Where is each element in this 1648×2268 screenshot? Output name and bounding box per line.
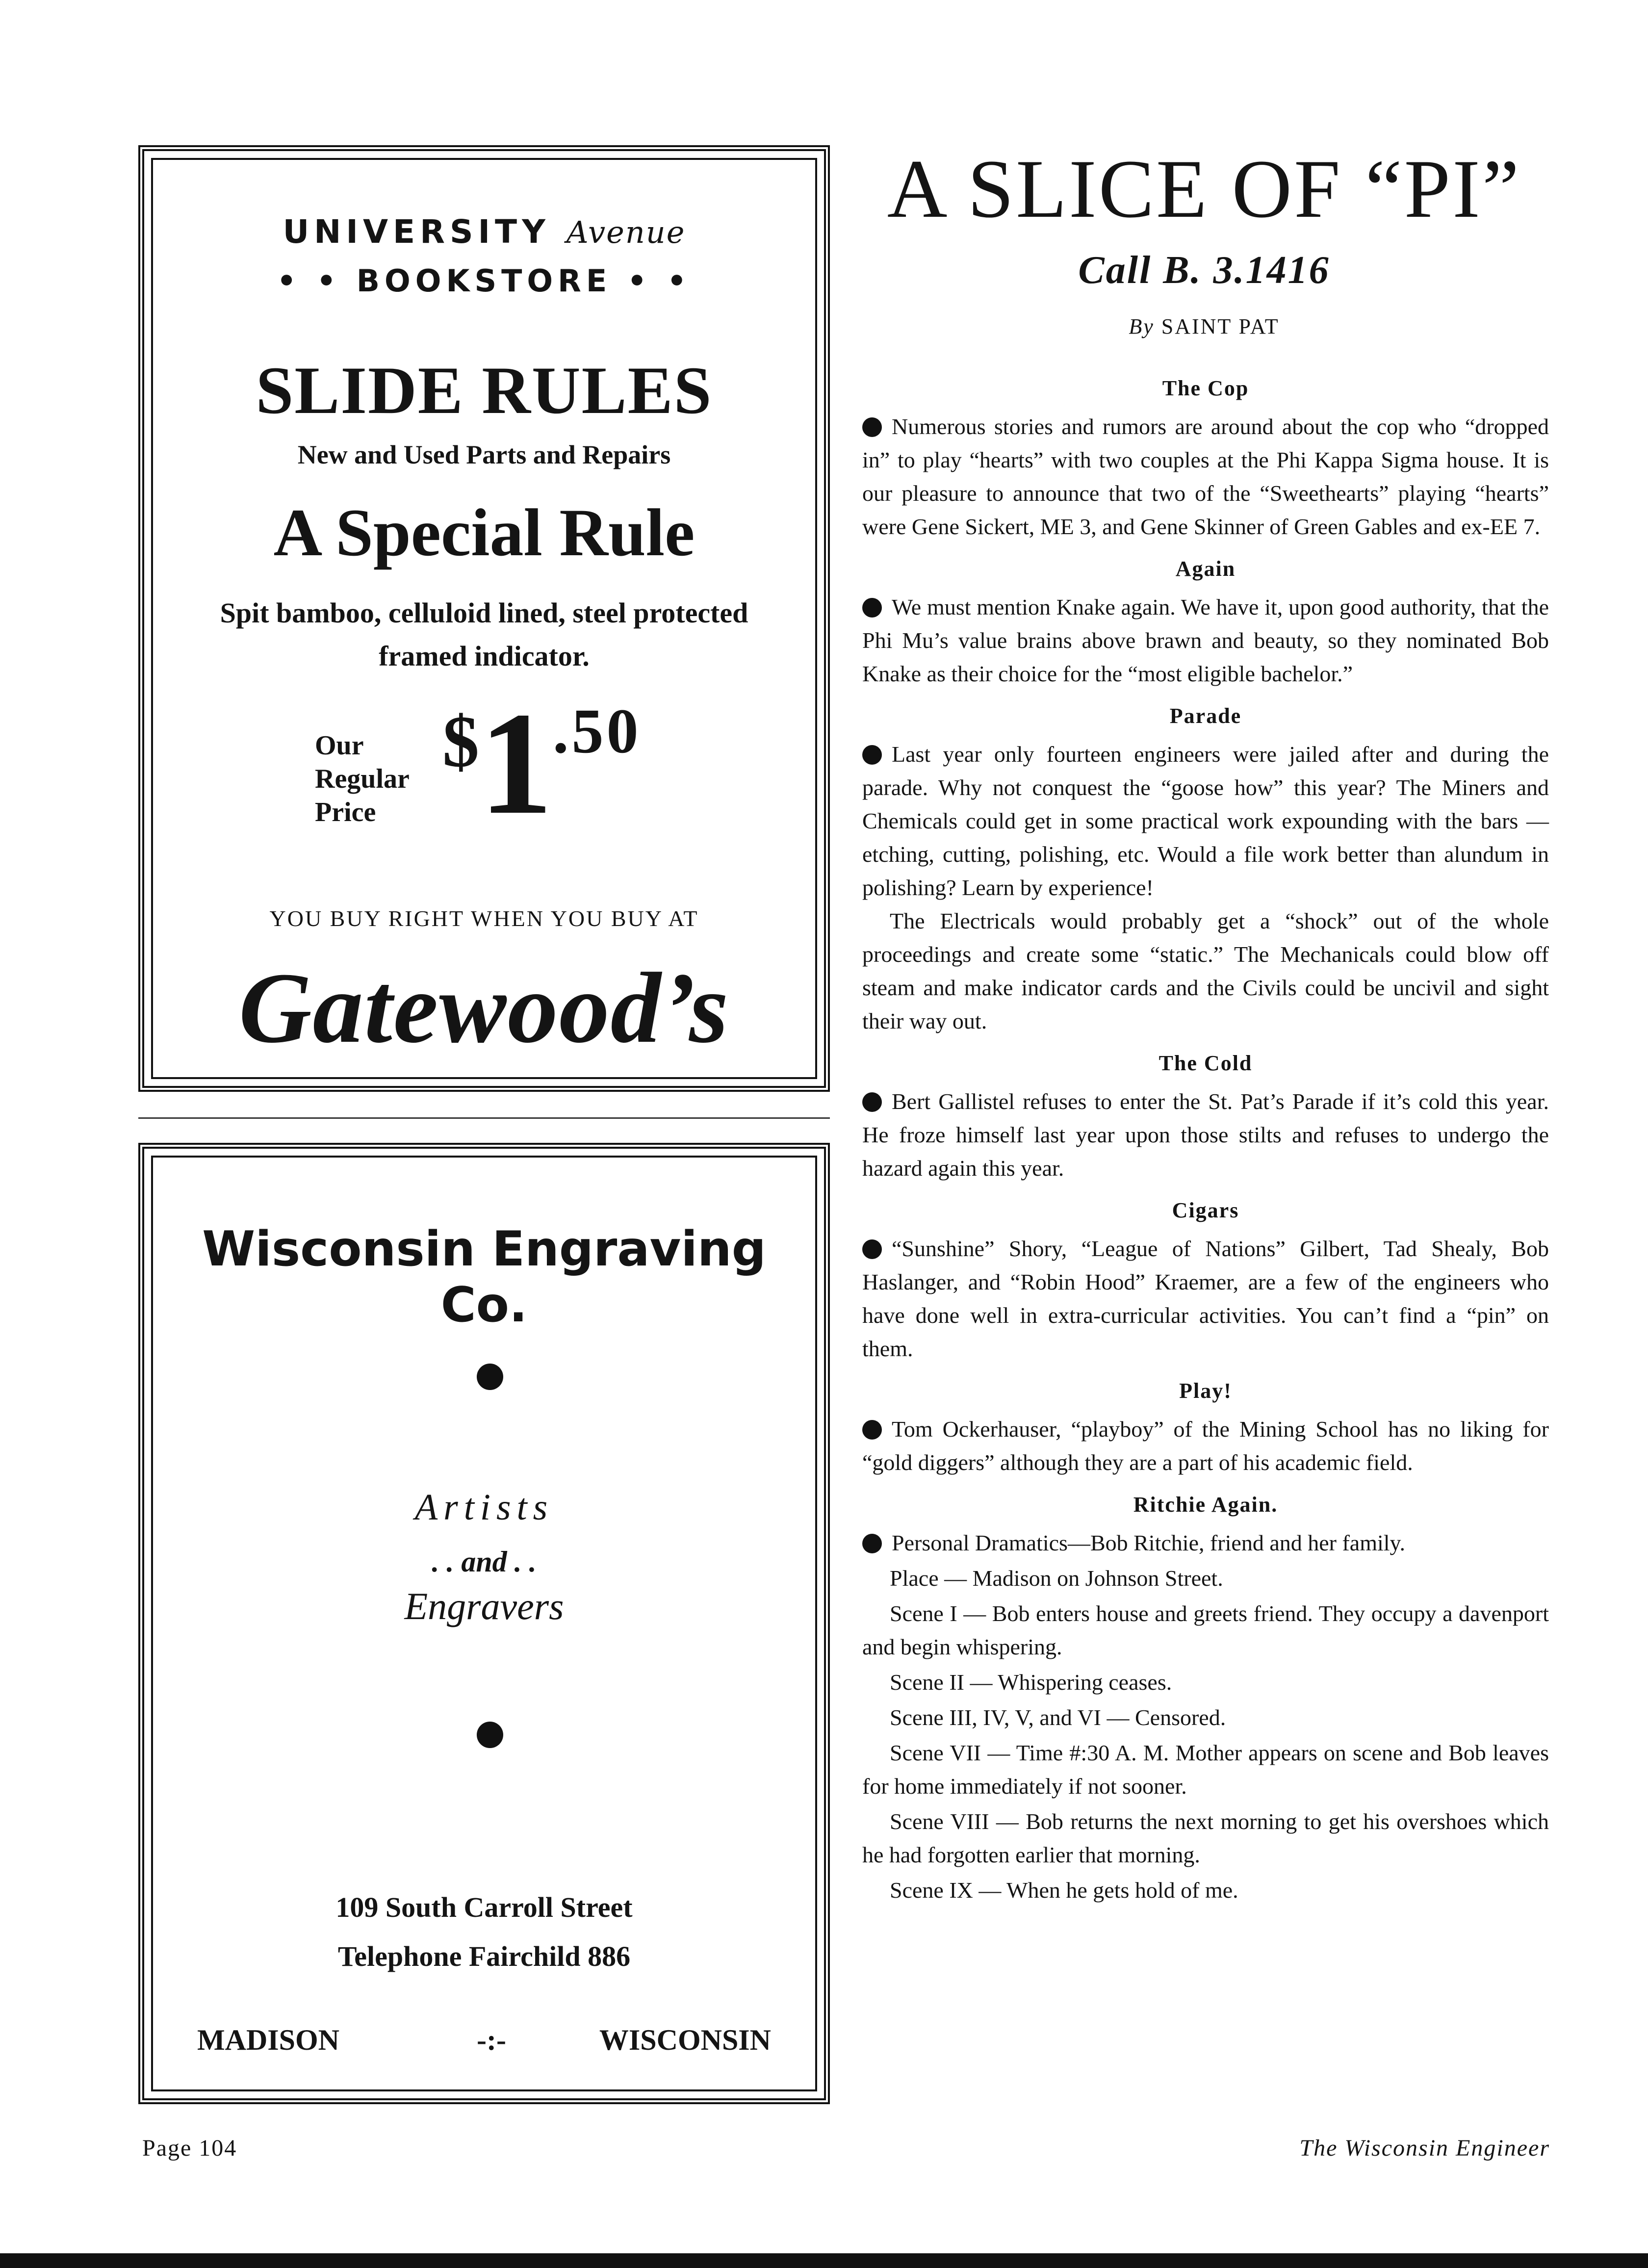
bullet-dot-icon (862, 1092, 882, 1112)
section-paragraph (862, 591, 1549, 691)
scene-line: Scene III, IV, V, and VI — Censored. (890, 1705, 1226, 1730)
price-label-line: Regular (315, 764, 410, 794)
and-label: . . and . . (432, 1546, 537, 1578)
article-body (862, 363, 1549, 1907)
ad-headline: SLIDE RULES (256, 353, 713, 428)
bookstore-ad (138, 145, 830, 1092)
price-label-line: Our (315, 730, 364, 761)
engraving-ad-inner-border (151, 1156, 817, 2091)
price-dollar-sign: $ (442, 701, 479, 782)
engraving-ad (138, 1143, 830, 2104)
ad-subline: New and Used Parts and Repairs (297, 440, 671, 469)
paragraph-text: Numerous stories and rumors are around about the cop who “dropped in” to play “hearts” with two couples at the Phi Kappa Sigma house. It is our pleasure to announce that two of the “Sweethearts” playing “hearts” were Gene Sickert, ME 3, and Gene Skinner of Green Gables and ex-EE 7. (862, 414, 1549, 539)
scene-line: Scene IX — When he gets hold of me. (890, 1878, 1238, 1903)
section-paragraph (862, 1085, 1549, 1185)
scene-line: Scene I — Bob enters house and greets friend. They occupy a davenport and begin whispering. (862, 1601, 1549, 1659)
bullet-dot-icon (862, 1534, 882, 1553)
scene-line: Scene VIII — Bob returns the next morning to get his overshoes which he had forgotten earlier that morning. (862, 1809, 1549, 1867)
artists-label: Artists (414, 1487, 554, 1528)
price-label-line: Price (315, 797, 376, 827)
city-separator: -:- (477, 2024, 506, 2056)
article-byline (853, 314, 1555, 339)
section-title: The Cop (1162, 376, 1249, 400)
section-paragraph (862, 1413, 1549, 1479)
price-whole: 1 (479, 682, 553, 845)
bullet-dot-icon (862, 598, 882, 618)
bullet-dot-icon (862, 417, 882, 437)
ad-description: Spit bamboo, celluloid lined, steel protected framed indicator. (220, 597, 748, 672)
scan-edge-bar (0, 2253, 1648, 2268)
section-title: Cigars (1172, 1198, 1239, 1222)
store-name-line1 (153, 213, 815, 251)
ad-special-title: A Special Rule (273, 495, 695, 570)
company-name: Wisconsin Engraving Co. (202, 1221, 766, 1333)
scene-line: Scene II — Whispering ceases. (890, 1670, 1172, 1695)
section-paragraph (862, 738, 1549, 904)
article-headline: A SLICE OF “PI” (887, 143, 1521, 235)
section-title: Parade (1169, 704, 1242, 728)
section-paragraph (862, 410, 1549, 543)
section-title: Ritchie Again. (1133, 1493, 1278, 1517)
paragraph-text: We must mention Knake again. We have it, upon good authority, that the Phi Mu’s value brains above brawn and beauty, so they nominated Bob Knake as their choice for the “most eligible bachelor.” (862, 594, 1549, 686)
section-paragraph (862, 1526, 1549, 1560)
price-label (315, 729, 410, 829)
section-paragraph (862, 1232, 1549, 1366)
bullet-dot-icon (862, 745, 882, 765)
ad-brand: Gatewood’s (238, 952, 730, 1064)
magazine-title: The Wisconsin Engineer (1299, 2135, 1550, 2161)
section-title: The Cold (1159, 1051, 1253, 1075)
byline-name: SAINT PAT (1161, 314, 1280, 338)
store-name-avenue: Avenue (566, 214, 686, 250)
paragraph-text: Personal Dramatics—Bob Ritchie, friend and her family. (892, 1530, 1406, 1555)
street-address: 109 South Carroll Street (335, 1891, 633, 1923)
paragraph-text: Tom Ockerhauser, “playboy” of the Mining School has no liking for “gold diggers” although they are a part of his academic field. (862, 1417, 1549, 1475)
paragraph-text: “Sunshine” Shory, “League of Nations” Gilbert, Tad Shealy, Bob Haslanger, and “Robin Hood” Kraemer, are a few of the engineers who have done well in extra-curricular activities. You can’t find a “pin” on them. (862, 1236, 1549, 1361)
bullet-dot-icon (862, 1239, 882, 1259)
engravers-label: Engravers (404, 1585, 564, 1627)
section-title: Again (1175, 557, 1236, 581)
store-name-line2: • • BOOKSTORE • • (277, 263, 692, 299)
telephone: Telephone Fairchild 886 (337, 1940, 631, 1972)
page-number: Page 104 (142, 2135, 237, 2161)
store-name-university: UNIVERSITY (283, 213, 550, 251)
section-title: Play! (1179, 1379, 1232, 1403)
byline-prefix: By (1129, 314, 1155, 338)
bullet-dot-icon (477, 1722, 503, 1748)
city-left: MADISON (197, 2024, 340, 2056)
price-cents: .50 (553, 696, 642, 767)
paragraph-text: Bert Gallistel refuses to enter the St. Pat’s Parade if it’s cold this year. He froze himself last year upon those stilts and refuses to undergo the hazard again this year. (862, 1089, 1549, 1181)
scene-line: Scene VII — Time #:30 A. M. Mother appears on scene and Bob leaves for home immediately if not sooner. (862, 1740, 1549, 1799)
ad-tagline: YOU BUY RIGHT WHEN YOU BUY AT (269, 906, 699, 931)
paragraph-text: Last year only fourteen engineers were jailed after and during the parade. Why not conquest the “goose how” this year? The Miners and Chemicals could get in some practical work expounding with the bars — etching, cutting, polishing, etc. Would a file work better than alundum in polishing? Learn by experience! (862, 742, 1549, 900)
bullet-dot-icon (862, 1420, 882, 1440)
section-paragraph: The Electricals would probably get a “shock” out of the whole proceedings and create some “static.” The Mechanicals could blow off steam and make indicator cards and the Civils could be uncivil and sight their way out. (862, 908, 1549, 1033)
article-subhead: Call B. 3.1416 (1078, 249, 1330, 292)
price (442, 682, 642, 845)
city-right: WISCONSIN (599, 2024, 771, 2056)
bookstore-ad-inner-border (151, 158, 817, 1079)
scene-line: Place — Madison on Johnson Street. (890, 1566, 1223, 1591)
bullet-dot-icon (477, 1364, 503, 1390)
ad-divider (138, 1117, 830, 1119)
